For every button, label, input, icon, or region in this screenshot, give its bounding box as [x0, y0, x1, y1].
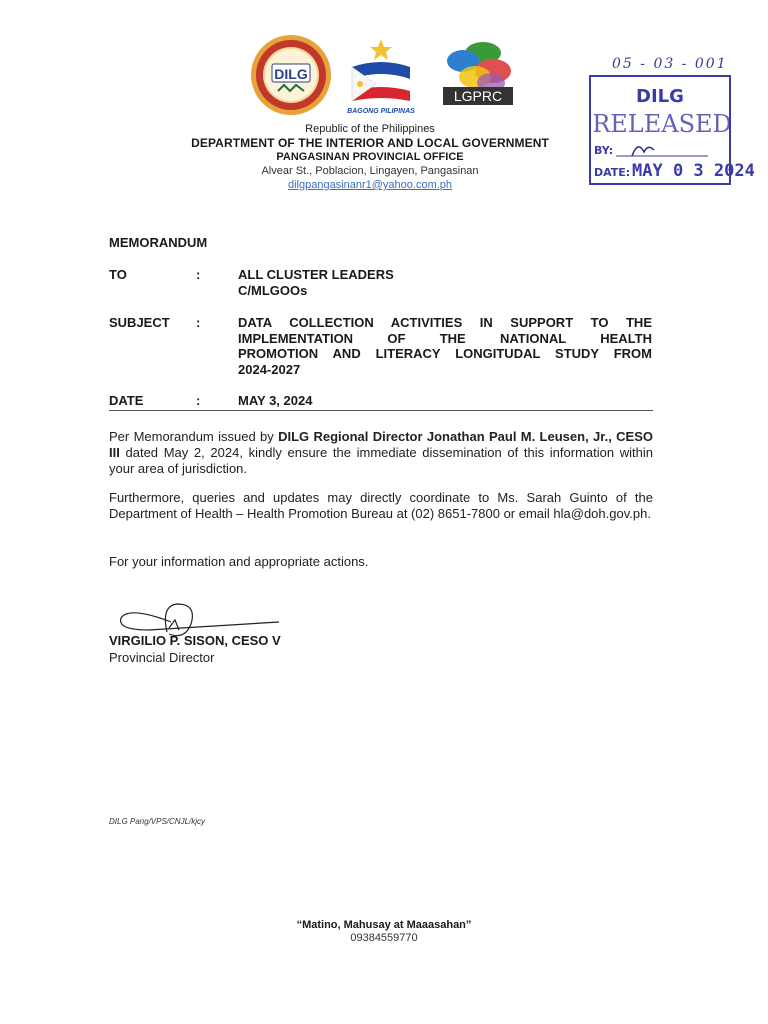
dilg-seal-logo — [251, 35, 331, 115]
lgprc-logo — [443, 42, 513, 105]
footer-motto: “Matino, Mahusay at Maaasahan” — [296, 919, 472, 931]
header-logos — [248, 35, 516, 115]
subject-text — [238, 315, 652, 377]
stamp-initials-signature — [632, 147, 654, 156]
subject-line: IMPLEMENTATION OF THE NATIONAL HEALTH — [238, 330, 652, 346]
letterhead — [150, 122, 590, 192]
to-label: TO — [109, 267, 127, 282]
to-recipients — [238, 267, 394, 298]
office-email-link[interactable]: dilgpangasinanr1@yahoo.com.ph — [287, 179, 453, 191]
subject-colon: : — [196, 315, 201, 330]
department-name: DEPARTMENT OF THE INTERIOR AND LOCAL GOVERNMENT — [191, 136, 549, 150]
subject-line: 2024-2027 — [238, 361, 301, 377]
p1-text: Per Memorandum issued by — [109, 429, 279, 444]
handwritten-number: 05 - 03 - 001 — [612, 56, 728, 72]
office-address: Alvear St., Poblacion, Lingayen, Pangasinan — [261, 165, 479, 177]
stamp-by-label: BY: — [594, 144, 614, 157]
subject-line: PROMOTION AND LITERACY LONGITUDAL STUDY FROM — [238, 346, 652, 361]
to-line: C/MLGOOs — [238, 282, 308, 298]
p1-text-end: dated May 2, 2024, kindly ensure the immediate dissemination of this information within your area of jurisdiction. — [109, 445, 653, 476]
svg-text:LGPRC: LGPRC — [453, 88, 503, 104]
released-stamp — [588, 72, 755, 186]
date-colon: : — [196, 393, 201, 408]
republic-line: Republic of the Philippines — [305, 123, 435, 135]
office-name: PANGASINAN PROVINCIAL OFFICE — [276, 151, 464, 163]
stamp-graphic — [588, 72, 755, 186]
bagong-pilipinas-logo — [347, 39, 415, 115]
svg-text:BAGONG PILIPINAS: BAGONG PILIPINAS — [347, 108, 415, 115]
reference-initials: DILG Pang/VPS/CNJL/kjcy — [109, 817, 206, 826]
date-value: MAY 3, 2024 — [238, 393, 313, 408]
stamp-status-text: RELEASED — [592, 110, 732, 138]
body-paragraph-2: Furthermore, queries and updates may directly coordinate to Ms. Sarah Guinto of the Department of Health – Health Promotion Bureau at (02) 8651-7800 or email hla@doh.gov.ph. — [109, 490, 653, 521]
signatory-title: Provincial Director — [109, 650, 215, 665]
to-colon: : — [196, 267, 201, 282]
stamp-date-label: DATE: — [594, 166, 631, 179]
subject-line: DATA COLLECTION ACTIVITIES IN SUPPORT TO THE — [238, 315, 652, 330]
subject-label: SUBJECT — [109, 315, 170, 330]
date-label: DATE — [109, 393, 144, 408]
header-divider — [109, 410, 653, 411]
body-paragraph-3: For your information and appropriate actions. — [109, 554, 369, 569]
signatory-name: VIRGILIO P. SISON, CESO V — [109, 633, 281, 648]
svg-text:DILG: DILG — [274, 66, 308, 82]
body-paragraph-1 — [109, 429, 653, 477]
logo-group — [248, 35, 516, 115]
stamp-date-value: MAY 0 3 2024 — [632, 161, 755, 181]
footer-phone: 09384559770 — [350, 932, 418, 944]
p1-bold-text: DILG Regional Director Jonathan Paul M. Leusen, Jr., CESO III — [109, 429, 653, 460]
stamp-org-text: DILG — [636, 86, 684, 107]
memo-heading: MEMORANDUM — [109, 235, 208, 250]
to-line: ALL CLUSTER LEADERS — [238, 267, 394, 282]
